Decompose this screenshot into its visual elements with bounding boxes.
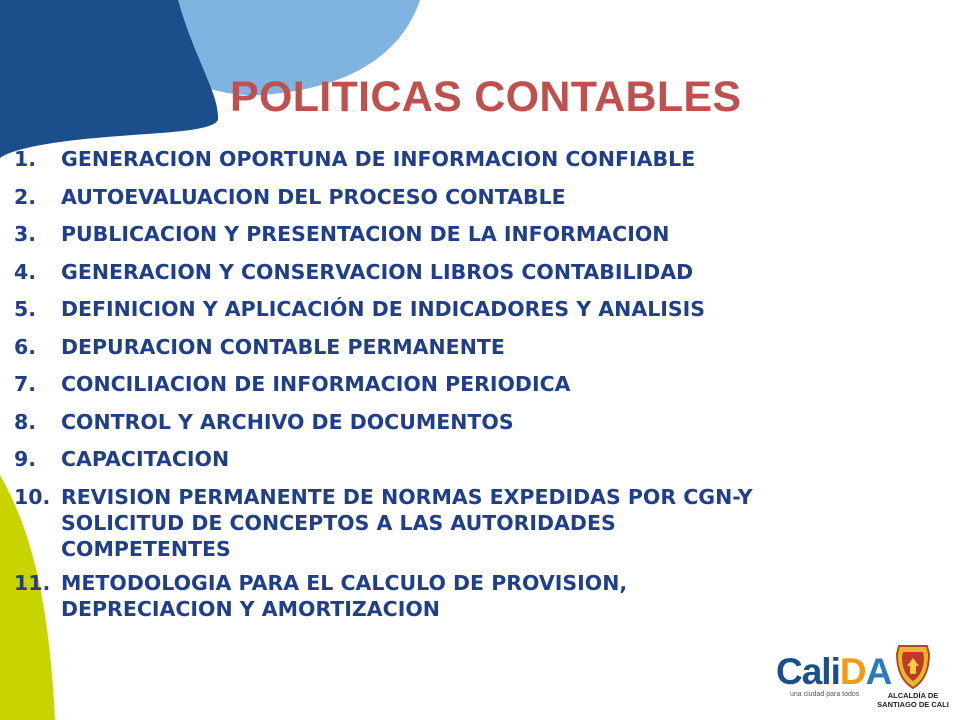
list-item-text: GENERACION OPORTUNA DE INFORMACION CONFIABLE: [61, 147, 696, 171]
list-item-text: REVISION PERMANENTE DE NORMAS EXPEDIDAS POR CGN-Y SOLICITUD DE CONCEPTOS A LAS AUTORIDADES COMPETENTES: [61, 484, 753, 561]
alcaldia-name: [870, 691, 956, 709]
list-item-number: 1.: [14, 147, 37, 171]
list-item-number: 4.: [14, 259, 37, 284]
list-item: [14, 446, 960, 472]
list-item: [14, 184, 960, 210]
list-item: [14, 484, 960, 562]
slide-title: POLITICAS CONTABLES: [230, 73, 742, 121]
list-item-text: CONTROL Y ARCHIVO DE DOCUMENTOS: [61, 409, 514, 434]
list-item: [14, 221, 960, 247]
list-item-number: 9.: [14, 447, 37, 471]
list-item-text: DEFINICION Y APLICACIÓN DE INDICADORES Y ANALISIS: [61, 297, 706, 321]
alcaldia-line-2: SANTIAGO DE CALI: [877, 700, 949, 709]
alcaldia-line-1: ALCALDÍA DE: [887, 691, 939, 700]
alcaldia-seal-icon: [885, 644, 941, 690]
list-item: [14, 409, 960, 435]
list-item-number: 7.: [14, 372, 37, 396]
list-item-number: 10.: [14, 484, 51, 509]
policy-list: [14, 146, 960, 633]
list-item: [14, 259, 960, 285]
footer-logos: [770, 640, 960, 720]
list-item-text: DEPURACION CONTABLE PERMANENTE: [61, 334, 505, 359]
list-item-text: CAPACITACION: [61, 447, 230, 471]
calida-logo: CaliDA: [776, 651, 892, 692]
list-item-number: 11.: [14, 570, 51, 595]
dark-blue-shape: [0, 0, 218, 158]
list-item-number: 8.: [14, 409, 37, 434]
list-item: [14, 334, 960, 360]
list-item-number: 5.: [14, 297, 37, 321]
list-item-text: GENERACION Y CONSERVACION LIBROS CONTABILIDAD: [61, 259, 694, 284]
list-item-text: METODOLOGIA PARA EL CALCULO DE PROVISION, DEPRECIACION Y AMORTIZACION: [61, 570, 628, 621]
list-item-number: 6.: [14, 334, 37, 359]
calida-tagline: una ciudad para todos: [790, 691, 860, 698]
list-item: [14, 570, 960, 622]
list-item: [14, 146, 960, 172]
list-item-text: CONCILIACION DE INFORMACION PERIODICA: [61, 372, 571, 396]
list-item-text: AUTOEVALUACION DEL PROCESO CONTABLE: [61, 184, 566, 209]
list-item-number: 2.: [14, 184, 37, 209]
list-item-text: PUBLICACION Y PRESENTACION DE LA INFORMACION: [61, 222, 670, 246]
list-item: [14, 371, 960, 397]
list-item: [14, 296, 960, 322]
list-item-number: 3.: [14, 222, 37, 246]
